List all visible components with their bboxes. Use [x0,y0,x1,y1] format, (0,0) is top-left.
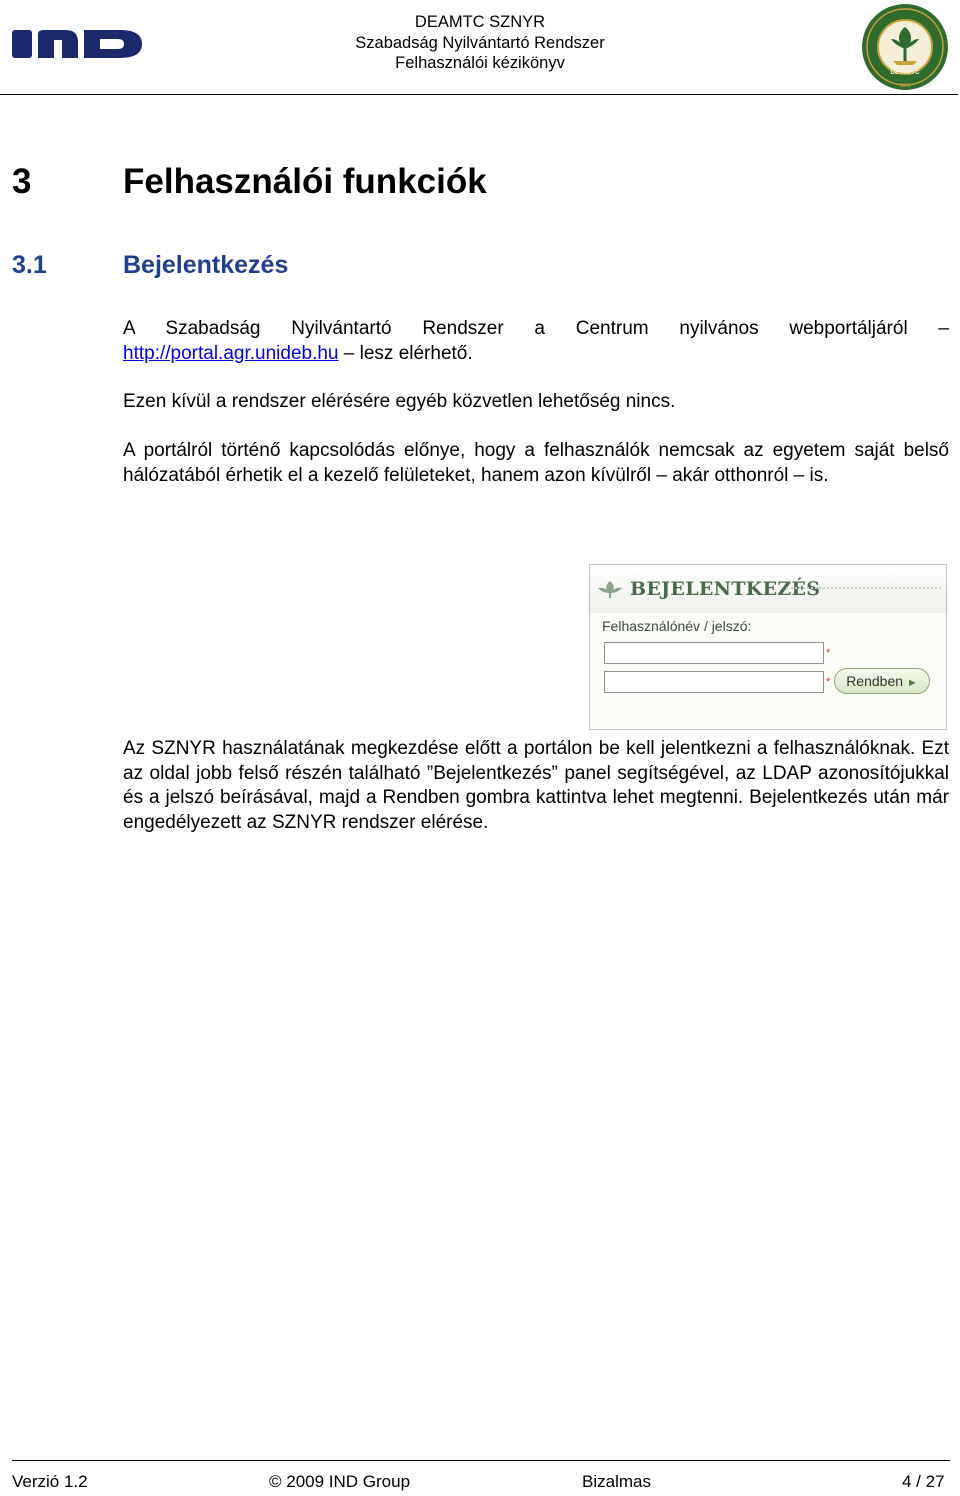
login-panel-divider [786,587,941,589]
required-mark-username: * [826,647,831,659]
footer-divider [12,1460,950,1461]
rendben-button-label: Rendben [846,673,904,689]
subsection-title: Bejelentkezés [123,251,289,279]
subsection-number: 3.1 [12,251,47,279]
footer-copyright: © 2009 IND Group [269,1472,411,1491]
leaf-icon [595,579,625,599]
arrow-right-icon: ► [906,677,918,689]
seal-text: DE AMTC [890,69,920,76]
footer-classification: Bizalmas [582,1472,651,1491]
required-mark-password: * [826,676,831,688]
university-seal-logo [861,3,949,91]
login-panel-header [590,565,946,613]
section-number: 3 [12,162,32,201]
paragraph-no-other-access: Ezen kívül a rendszer elérésére egyéb közvetlen lehetőség nincs. [123,391,676,412]
footer-version: Verzió 1.2 [12,1472,88,1491]
header-divider [0,94,958,95]
subsection-heading [12,251,288,280]
login-panel-title: BEJELENTKEZÉS [630,578,821,600]
document-header-text [300,12,660,74]
section-title: Felhasználói funkciók [123,162,487,201]
paragraph-portal-before: A Szabadság Nyilvántartó Rendszer a Centrum nyilvános webportáljáról – [123,318,949,339]
rendben-button[interactable] [834,668,930,694]
footer-page-number: 4 / 27 [902,1472,945,1491]
paragraph-portal [123,317,949,366]
username-input[interactable] [604,642,824,664]
header-line-3: Felhasználói kézikönyv [395,54,565,72]
username-password-label: Felhasználónév / jelszó: [602,618,752,634]
seal-year: 1868 [899,83,911,89]
login-panel-screenshot [589,564,947,730]
paragraph-login-instructions: Az SZNYR használatának megkezdése előtt a portálon be kell jelentkezni a felhasználóknak. Ezt az oldal jobb felső részén található ”Bejelentkezés” panel segítségével, az LDAP azonosítójukkal és a jelszó beírásával, majd a Rendben gombra kattintva lehet megtenni. Bejelentkezés után már engedélyezett az SZNYR rendszer elérése. [123,738,949,833]
header-line-2: Szabadság Nyilvántartó Rendszer [355,33,605,52]
section-heading [12,162,487,202]
portal-link[interactable]: http://portal.agr.unideb.hu [123,342,339,364]
paragraph-advantage: A portálról történő kapcsolódás előnye, hogy a felhasználók nemcsak az egyetem saját belső hálózatából érhetik el a kezelő felületeket, hanem azon kívülről – akár otthonról – is. [123,440,949,486]
paragraph-portal-after: – lesz elérhető. [338,342,473,364]
header-line-1: DEAMTC SZNYR [414,13,546,31]
password-input[interactable] [604,671,824,693]
page-header [0,0,960,96]
ind-logo [12,30,144,58]
